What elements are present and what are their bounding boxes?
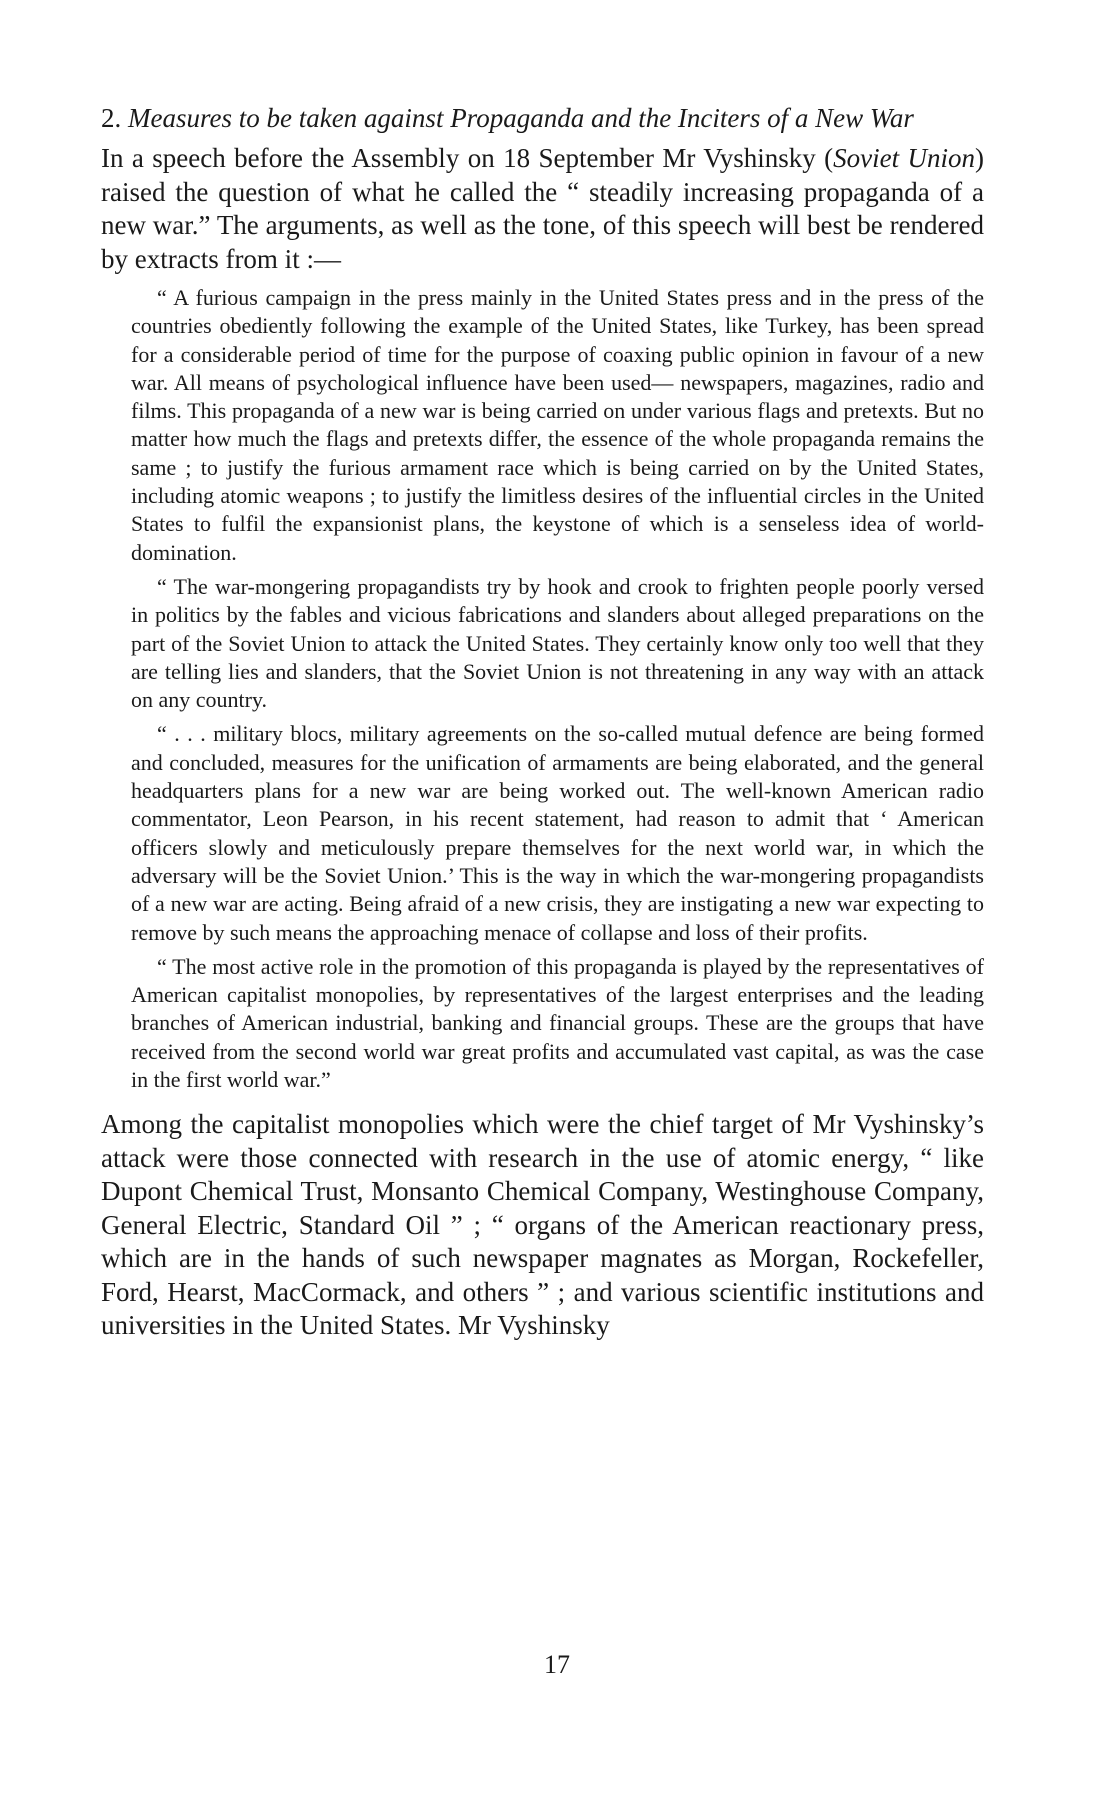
section-title: Measures to be taken against Propaganda and the Inciters of a New War <box>128 103 914 133</box>
intro-country: Soviet Union <box>833 143 975 173</box>
section-heading <box>101 100 984 136</box>
intro-paragraph <box>101 142 984 276</box>
quote-paragraph-1: “ A furious campaign in the press mainly in the United States press and in the press of the countries obediently following the example of the United States, like Turkey, has been spread for a considerable period of time for the purpose of coaxing public opinion in favour of a new war. All means of psychological influence have been used— newspapers, magazines, radio and films. This propaganda of a new war is being carried on under various flags and pretexts. But no matter how much the flags and pretexts differ, the essence of the whole propaganda remains the same ; to justify the furious armament race which is being carried on by the United States, including atomic weapons ; to justify the limitless desires of the influential circles in the United States to fulfil the expansionist plans, the keystone of which is a senseless idea of world-domination. <box>131 285 984 565</box>
page-number: 17 <box>544 1650 570 1679</box>
intro-rest: ) raised the question of what he called the “ steadily increasing propaganda of a new war.” The arguments, as well as the tone, of this speech will best be rendered by extracts from it :— <box>101 143 984 274</box>
quoted-extracts <box>101 284 984 1094</box>
quote-paragraph-3: “ . . . military blocs, military agreements on the so-called mutual defence are being formed and concluded, measures for the unification of armaments are being elaborated, and the general headquarters plans for a new war are being worked out. The well-known American radio commentator, Leon Pearson, in his recent statement, had reason to admit that ‘ American officers slowly and meticulously prepare themselves for the next world war, in which the adversary will be the Soviet Union.’ This is the way in which the war-mongering propagandists of a new war are acting. Being afraid of a new crisis, they are instigating a new war expecting to remove by such means the approaching menace of collapse and loss of their profits. <box>131 721 984 945</box>
quote-paragraph-4: “ The most active role in the promotion of this propaganda is played by the representatives of American capitalist monopolies, by representatives of the largest enterprises and the leading branches of American industrial, banking and financial groups. These are the groups that have received from the second world war great profits and accumulated vast capital, as was the case in the first world war.” <box>131 953 984 1093</box>
intro-lead: In a speech before the Assembly on 18 September Mr Vyshinsky ( <box>101 143 834 173</box>
closing-paragraph: Among the capitalist monopolies which were the chief target of Mr Vyshinsky’s attack were those connected with research in the use of atomic energy, “ like Dupont Chemical Trust, Monsanto Chemical Company, Westinghouse Company, General Electric, Standard Oil ” ; “ organs of the American reactionary press, which are in the hands of such newspaper magnates as Morgan, Rockefeller, Ford, Hearst, MacCormack, and others ” ; and various scientific institutions and universities in the United States. Mr Vyshinsky <box>101 1109 984 1341</box>
section-number: 2. <box>101 103 122 133</box>
quote-paragraph-2: “ The war-mongering propagandists try by hook and crook to frighten people poorly versed in politics by the fables and vicious fabrications and slanders about alleged preparations on the part of the Soviet Union to attack the United States. They certainly know only too well that they are telling lies and slanders, that the Soviet Union is not threatening in any way with an attack on any country. <box>131 573 984 713</box>
page-body <box>101 100 984 1343</box>
